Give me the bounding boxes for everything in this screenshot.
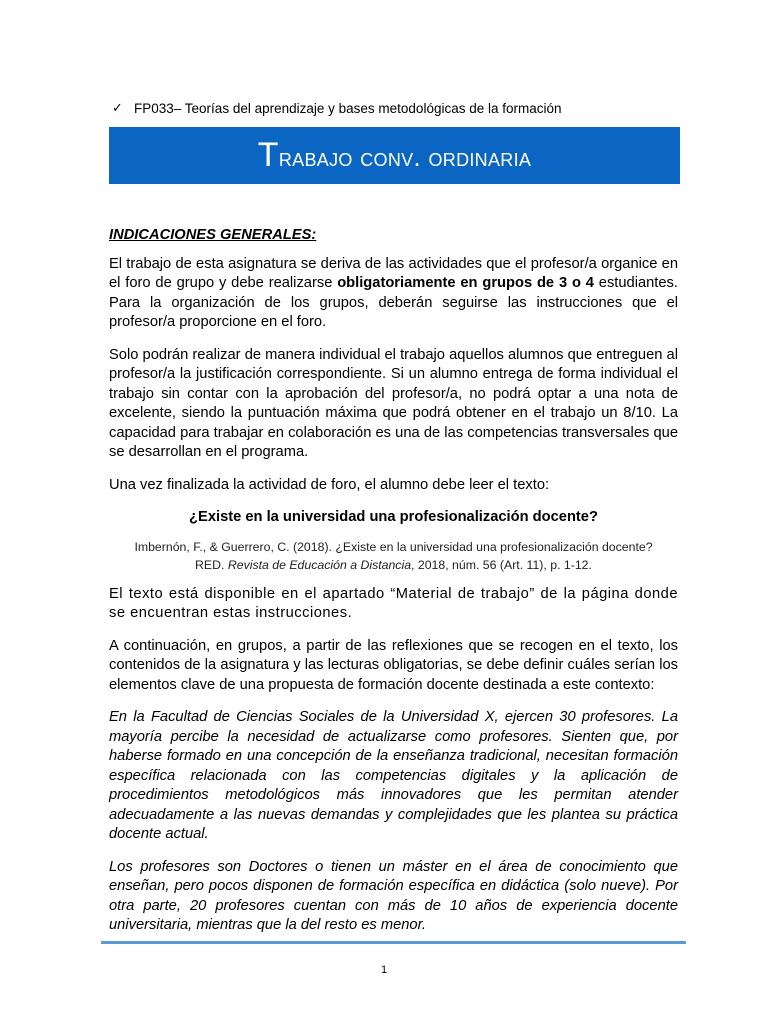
citation-details: , 2018, núm. 56 (Art. 11), p. 1-12. (411, 557, 592, 572)
paragraph-availability: El texto está disponible en el apartado “Material de trabajo” de la página donde se encuentran estas instrucciones. (109, 585, 678, 621)
paragraph-read-text: Una vez finalizada la actividad de foro, el alumno debe leer el texto: (109, 476, 550, 493)
paragraph-bold-text: obligatoriamente en grupos de 3 o 4 (337, 275, 594, 291)
citation-journal: Revista de Educación a Distancia (227, 557, 412, 572)
paragraph-text: El trabajo de esta asignatura se deriva de las actividades que el profesor/a organice en el foro de grupo y debe realizarse (109, 255, 678, 291)
course-title: – Teorías del aprendizaje y bases metodológicas de la formación (173, 100, 562, 116)
course-header (112, 100, 562, 116)
paragraph-groups (109, 255, 678, 333)
citation-line-1: Imbernón, F., & Guerrero, C. (2018). ¿Existe en la universidad una profesionalización docente? (134, 539, 653, 554)
footer-divider (101, 941, 686, 944)
banner-title-rest: rabajo conv. ordinaria (278, 142, 532, 172)
paragraph-context-2: Los profesores son Doctores o tienen un máster en el área de conocimiento que enseñan, pero pocos disponen de formación específica en didáctica (solo nueve). Por otra parte, 20 profesores cuentan con más de 10 años de experiencia docente universitaria, mientras que la del resto es menor. (109, 858, 678, 933)
page-number: 1 (380, 964, 388, 976)
title-banner (109, 127, 680, 184)
checkmark-icon: ✓ (112, 100, 123, 115)
citation-red: RED. (195, 557, 228, 572)
main-content (109, 226, 678, 949)
paragraph-individual: Solo podrán realizar de manera individual el trabajo aquellos alumnos que entreguen al profesor/a la justificación correspondiente. Si un alumno entrega de forma individual el trabajo sin contar con la aprobación del profesor/a, no podrá optar a una nota de excelente, siendo la puntuación máxima que podrá obtener en el trabajo un 8/10. La capacidad para trabajar en colaboración es una de las competencias transversales que se desarrollan en el programa. (109, 346, 678, 460)
paragraph-text: estudiantes. Para la organización de los grupos, deberán seguirse las instrucciones que el profesor/a proporcione en el foro. (109, 275, 678, 330)
reading-title: ¿Existe en la universidad una profesionalización docente? (189, 509, 598, 525)
citation (109, 538, 678, 574)
paragraph-context-1: En la Facultad de Ciencias Sociales de la Universidad X, ejercen 30 profesores. La mayoría percibe la necesidad de actualizarse como profesores. Sienten que, por haberse formado en una concepción de la enseñanza tradicional, necesitan formación específica relacionada con las competencias digitales y la aplicación de procedimientos metodológicos más innovadores que les permitan atender adecuadamente a las nuevas demandas y complejidades que les plantea su práctica docente actual. (109, 709, 678, 842)
course-code: FP033 (134, 100, 174, 116)
section-heading: INDICACIONES GENERALES: (109, 227, 317, 243)
banner-title-initial: T (257, 136, 279, 174)
paragraph-instructions: A continuación, en grupos, a partir de las reflexiones que se recogen en el texto, los contenidos de la asignatura y las lecturas obligatorias, se debe definir cuáles serían los elementos clave de una propuesta de formación docente destinada a este contexto: (109, 637, 678, 693)
banner-title (258, 136, 531, 175)
